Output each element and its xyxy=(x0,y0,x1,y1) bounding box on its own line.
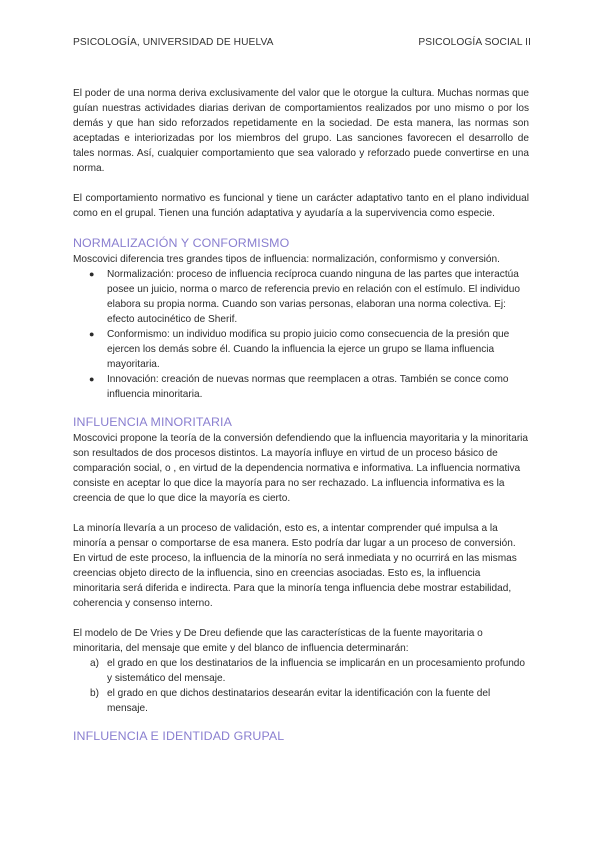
list-marker: a) xyxy=(90,658,99,669)
list-item xyxy=(73,372,529,402)
section2-paragraph-1: Moscovici propone la teoría de la conversión defendiendo que la influencia mayoritaria y la minoritaria son resultados de dos procesos distintos. La mayoría influye en virtud de un proceso básico de comparación social, o , en virtud de la dependencia normativa e informativa. La influencia normativa consiste en aceptar lo que dice la mayoría para no ser rechazado. La influencia informativa es la creencia de que lo que dice la mayoría es cierto. xyxy=(73,433,529,504)
section-heading-identidad: INFLUENCIA E IDENTIDAD GRUPAL xyxy=(73,729,285,743)
page-header xyxy=(73,37,531,51)
section1-intro: Moscovici diferencia tres grandes tipos de influencia: normalización, conformismo y conversión. xyxy=(73,254,500,265)
list-item-text: Normalización: proceso de influencia recíproca cuando ninguna de las partes que interactúa posee un juicio, norma o marco de referencia previo en relación con el estímulo. El individuo elabora su propia norma. Cuando son varias personas, elaboran una norma colectiva. Ej: efecto autocinético de Sherif. xyxy=(107,269,520,325)
determinants-list xyxy=(73,656,529,716)
influence-types-list xyxy=(73,267,529,402)
bullet-icon: ● xyxy=(89,329,95,339)
list-marker: b) xyxy=(90,688,99,699)
intro-paragraph-1: El poder de una norma deriva exclusivamente del valor que le otorgue la cultura. Muchas normas que guían nuestras actividades diarias derivan de comportamientos realizados por uno mismo o por los demás y que han sido reforzados repetidamente en la sociedad. De esta manera, las normas son aceptadas e interiorizadas por los miembros del grupo. Las sanciones favorecen el desarrollo de tales normas. Así, cualquier comportamiento que sea valorado y reforzado puede convertirse en una norma. xyxy=(73,88,529,174)
bullet-icon: ● xyxy=(89,269,95,279)
list-item xyxy=(73,686,529,716)
list-item-text: Innovación: creación de nuevas normas que reemplacen a otras. También se conce como influencia minoritaria. xyxy=(107,374,509,400)
section2-paragraph-2: La minoría llevaría a un proceso de validación, esto es, a intentar comprender qué impulsa a la minoría a pensar o comportarse de esa manera. Esto podría dar lugar a un proceso de conversión. En virtud de este proceso, la influencia de la minoría no será inmediata y no ocurrirá en las mismas creencias objeto directo de la influencia, sino en creencias asociadas. Esto es, la influencia minoritaria será diferida e indirecta. Para que la minoría tenga influencia debe mostrar estabilidad, coherencia y consenso interno. xyxy=(73,523,517,609)
list-item-text: el grado en que dichos destinatarios desearán evitar la identificación con la fuente del mensaje. xyxy=(107,688,491,714)
list-item-text: Conformismo: un individuo modifica su propio juicio como consecuencia de la presión que ejercen los demás sobre él. Cuando la influencia la ejerce un grupo se llama influencia mayoritaria. xyxy=(107,329,510,370)
intro-paragraph-2: El comportamiento normativo es funcional y tiene un carácter adaptativo tanto en el plano individual como en el grupal. Tienen una función adaptativa y ayudaría a la supervivencia como especie. xyxy=(73,193,529,219)
list-item-text: el grado en que los destinatarios de la influencia se implicarán en un procesamiento profundo y sistemático del mensaje. xyxy=(107,658,526,684)
bullet-icon: ● xyxy=(89,374,95,384)
section-heading-normalizacion: NORMALIZACIÓN Y CONFORMISMO xyxy=(73,236,290,250)
header-university: PSICOLOGÍA, UNIVERSIDAD DE HUELVA xyxy=(73,37,274,48)
list-item xyxy=(73,327,529,372)
list-item xyxy=(73,656,529,686)
header-course: PSICOLOGÍA SOCIAL II xyxy=(418,37,531,48)
section-heading-minoritaria: INFLUENCIA MINORITARIA xyxy=(73,415,232,429)
document-body xyxy=(73,86,529,745)
section2-paragraph-3: El modelo de De Vries y De Dreu defiende que las características de la fuente mayoritaria o minoritaria, del mensaje que emite y del blanco de influencia determinarán: xyxy=(73,628,483,654)
list-item xyxy=(73,267,529,327)
